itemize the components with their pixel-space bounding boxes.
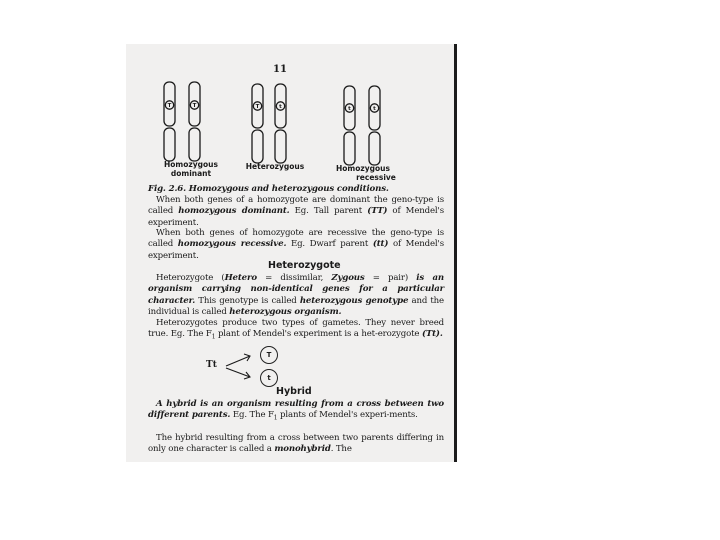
heading-hybrid: Hybrid — [276, 386, 312, 397]
allele-label: T — [192, 103, 197, 109]
body-text: of — [387, 206, 401, 217]
body-text: . The — [330, 444, 352, 455]
paragraph-monohybrid — [148, 433, 444, 456]
allele-label: T — [167, 103, 172, 109]
body-text: Eg. Dwarf parent — [286, 239, 373, 250]
body-text: of — [388, 239, 402, 250]
emphasis-text: homozygous dominant. — [178, 206, 290, 217]
body-text: and the individual is called — [148, 295, 444, 317]
gamete-dominant: T — [260, 346, 278, 364]
body-text: = dissimilar, — [256, 273, 332, 283]
scanned-page — [126, 44, 454, 462]
emphasis-text: (tt) — [372, 239, 389, 250]
label-homozygous-dominant: Homozygous dominant — [164, 160, 218, 178]
emphasis-text: (TT) — [367, 206, 388, 217]
emphasis-text: homozygous recessive. — [177, 239, 287, 250]
body-text: This genotype is called — [195, 295, 300, 306]
subscript-text: 1 — [273, 415, 278, 423]
gamete-recessive: t — [260, 369, 278, 387]
body-text: plant of Mendel's experiment is a het-erozygote — [215, 329, 422, 340]
subscript-text: 1 — [211, 334, 216, 342]
body-text: When both genes of a homozygote are dominant the geno- — [156, 195, 415, 205]
emphasis-text: Hetero — [224, 273, 257, 283]
emphasis-text: heterozygous organism. — [229, 306, 342, 317]
page-number: 11 — [273, 64, 287, 75]
body-text: type is called — [148, 195, 444, 217]
allele-label: T — [255, 104, 260, 110]
body-text: Heterozygote ( — [156, 273, 225, 283]
paragraph-hybrid-definition — [148, 399, 444, 424]
allele-label: t — [373, 106, 376, 112]
body-text: Mendel's experiment. — [148, 206, 444, 228]
body-text: When both genes of homozygote are recessive the geno- — [156, 228, 414, 238]
heading-heterozygote: Heterozygote — [268, 260, 341, 271]
gamete-parent-label: Tt — [206, 360, 217, 370]
emphasis-text: heterozygous genotype — [299, 295, 409, 306]
allele-label: t — [279, 104, 282, 110]
body-text: Mendel's experiment. — [148, 239, 445, 261]
body-text: The hybrid resulting from a cross between two parents differing in only one character is called a — [148, 433, 444, 455]
body-text: plants of Mendel's experi-ments. — [277, 410, 418, 421]
page-edge — [454, 44, 457, 462]
emphasis-text: (Tt). — [421, 329, 443, 340]
body-text: Eg. The F — [230, 410, 274, 421]
emphasis-text: A hybrid is an organism resulting from a cross between two different parents. — [148, 399, 444, 421]
figure-caption: Fig. 2.6. Homozygous and heterozygous conditions. — [148, 184, 389, 194]
body-text: Eg. Tall parent — [289, 206, 368, 217]
body-text: = pair) — [364, 273, 417, 283]
body-text: Heterozygotes produce two types of gametes. They never breed true. Eg. The F — [148, 318, 444, 340]
emphasis-text: Zygous — [331, 273, 365, 283]
emphasis-text: monohybrid — [274, 444, 331, 455]
body-text: type is called — [148, 228, 444, 250]
label-heterozygous: Heterozygous — [245, 162, 305, 171]
emphasis-text: is an organism carrying non-identical genes for a particular character. — [148, 273, 444, 306]
label-homozygous-recessive: Homozygous recessive — [336, 164, 396, 182]
allele-label: t — [348, 106, 351, 112]
